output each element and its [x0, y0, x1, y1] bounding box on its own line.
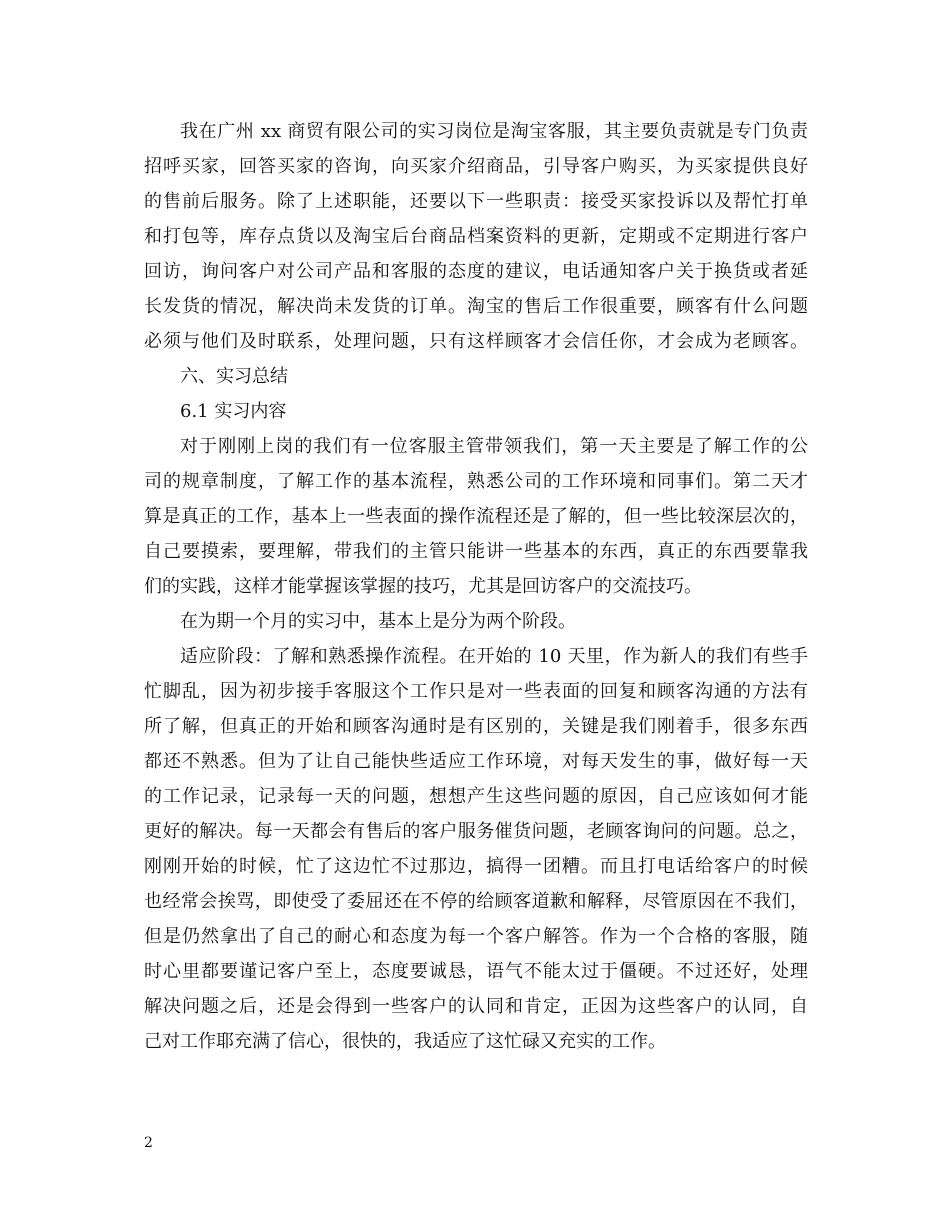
- subsection-heading: 6.1 实习内容: [180, 401, 287, 422]
- paragraph-4-line-12: 己对工作耶充满了信心，很快的，我适应了这忙碌又充实的工作。: [144, 1031, 666, 1052]
- paragraph-1-line-2: 招呼买家，回答买家的咨询，向买家介绍商品，引导客户购买，为买家提供良好: [144, 156, 808, 177]
- paragraph-4-line-10: 时心里都要谨记客户至上，态度要诚恳，语气不能太过于僵硬。不过还好，处理: [144, 961, 808, 982]
- paragraph-1-line-1: 我在广州 xx 商贸有限公司的实习岗位是淘宝客服，其主要负责就是专门负责: [180, 121, 808, 142]
- paragraph-4-line-5: 的工作记录，记录每一天的问题，想想产生这些问题的原因，自己应该如何才能: [144, 786, 808, 807]
- paragraph-1-line-6: 长发货的情况，解决尚未发货的订单。淘宝的售后工作很重要，顾客有什么问题: [144, 296, 808, 317]
- paragraph-1-line-5: 回访，询问客户对公司产品和客服的态度的建议，电话通知客户关于换货或者延: [144, 261, 808, 282]
- paragraph-4-line-8: 也经常会挨骂，即使受了委屈还在不停的给顾客道歉和解释，尽管原因在不我们，: [144, 891, 808, 912]
- paragraph-2-line-4: 自己要摸索，要理解，带我们的主管只能讲一些基本的东西，真正的东西要靠我: [144, 541, 808, 562]
- paragraph-4-line-7: 刚刚开始的时候，忙了这边忙不过那边，搞得一团糟。而且打电话给客户的时候: [144, 856, 808, 877]
- paragraph-4-line-6: 更好的解决。每一天都会有售后的客户服务催货问题，老顾客询问的问题。总之，: [144, 821, 808, 842]
- paragraph-2-line-5: 们的实践，这样才能掌握该掌握的技巧，尤其是回访客户的交流技巧。: [144, 576, 702, 597]
- paragraph-2-line-1: 对于刚刚上岗的我们有一位客服主管带领我们，第一天主要是了解工作的公: [180, 436, 808, 457]
- paragraph-2-line-2: 司的规章制度，了解工作的基本流程，熟悉公司的工作环境和同事们。第二天才: [144, 471, 808, 492]
- page-number: 2: [144, 1135, 153, 1151]
- paragraph-4-line-11: 解决问题之后，还是会得到一些客户的认同和肯定，正因为这些客户的认同，自: [144, 996, 808, 1017]
- document-body: [144, 114, 808, 1059]
- paragraph-1-line-3: 的售前后服务。除了上述职能，还要以下一些职责：接受买家投诉以及帮忙打单: [144, 191, 808, 212]
- paragraph-4-line-4: 都还不熟悉。但为了让自己能快些适应工作环境，对每天发生的事，做好每一天: [144, 751, 808, 772]
- paragraph-4-line-2: 忙脚乱，因为初步接手客服这个工作只是对一些表面的回复和顾客沟通的方法有: [144, 681, 808, 702]
- paragraph-3-line-1: 在为期一个月的实习中，基本上是分为两个阶段。: [180, 611, 576, 632]
- paragraph-4-line-1: 适应阶段：了解和熟悉操作流程。在开始的 10 天里，作为新人的我们有些手: [180, 646, 808, 667]
- paragraph-4-line-9: 但是仍然拿出了自己的耐心和态度为每一个客户解答。作为一个合格的客服，随: [144, 926, 808, 947]
- paragraph-1-line-4: 和打包等，库存点货以及淘宝后台商品档案资料的更新，定期或不定期进行客户: [144, 226, 808, 247]
- paragraph-2-line-3: 算是真正的工作，基本上一些表面的操作流程还是了解的，但一些比较深层次的，: [144, 506, 808, 527]
- section-heading: 六、实习总结: [180, 366, 288, 387]
- paragraph-4-line-3: 所了解，但真正的开始和顾客沟通时是有区别的，关键是我们刚着手，很多东西: [144, 716, 808, 737]
- paragraph-1-line-7: 必须与他们及时联系，处理问题，只有这样顾客才会信任你，才会成为老顾客。: [144, 331, 808, 352]
